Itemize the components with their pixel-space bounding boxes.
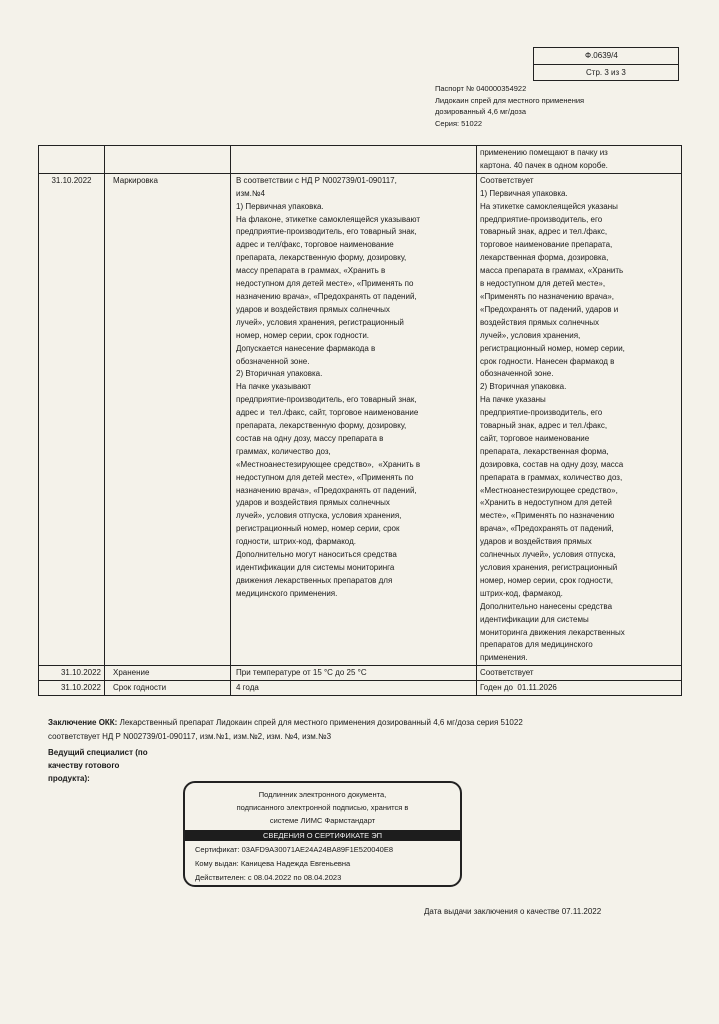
cell-line: адрес и тел/факс, торговое наименование — [236, 240, 394, 250]
table-row — [39, 173, 682, 665]
conclusion-label: Заключение ОКК: — [48, 718, 118, 727]
table-row — [39, 666, 682, 681]
cell-line: картона. 40 пачек в одном коробе. — [480, 160, 608, 170]
conclusion — [48, 716, 668, 744]
table-cell-date: 31.10.2022 — [39, 681, 105, 696]
cell-line: ударов и воздействия прямых солнечных — [236, 304, 390, 314]
table-cell — [231, 146, 477, 174]
cell-line: препарата в граммах, количество доз, — [480, 472, 623, 482]
cell-line: предприятие-производитель, его товарный знак, — [236, 395, 417, 405]
cell-line: товарный знак, адрес и тел./факс, — [480, 227, 608, 237]
table-cell-parameter: Хранение — [105, 666, 231, 681]
cell-line: 4 года — [236, 683, 259, 693]
cell-line: движения лекарственных препаратов для — [236, 575, 393, 585]
cell-line: штрих-код, фармакод. — [480, 588, 563, 598]
lead-specialist-line: качеству готового — [48, 761, 120, 770]
cell-line: обозначенной зоне. — [236, 356, 310, 366]
cell-line: лекарственная форма, дозировка, — [480, 253, 609, 263]
cell-line: торговое наименование препарата, — [480, 240, 613, 250]
cell-line: На флаконе, этикетке самоклеящейся указывают — [236, 214, 421, 224]
cell-line: препарата, лекарственная форма, — [480, 446, 609, 456]
cell-line: Годен до 01.11.2026 — [480, 683, 557, 693]
conclusion-text: Лекарственный препарат Лидокаин спрей для местного применения дозированный 4,6 мг/доза серия 51022 — [117, 718, 523, 727]
certificate-serial: Сертификат: 03AFD9A30071AE24A24BA89F1E520040E8 — [195, 845, 393, 854]
cell-line: «Хранить в недоступном для детей — [480, 498, 612, 508]
lead-specialist-line: продукта): — [48, 774, 90, 783]
table-cell-requirement — [231, 681, 477, 696]
conclusion-text-continued: соответствует НД Р N002739/01-090117, изм.№1, изм.№2, изм. №4, изм.№3 — [48, 732, 332, 741]
cell-line: идентификации для системы — [480, 614, 589, 624]
cell-line: номер, номер серии, срок годности, — [480, 575, 614, 585]
cell-line: номер, номер серии, срок годности. — [236, 330, 370, 340]
table-cell — [39, 146, 105, 174]
product-dosage: дозированный 4,6 мг/доза — [435, 107, 527, 116]
lead-specialist — [48, 746, 148, 785]
cell-line: лучей», условия отпуска, условия хранения, — [236, 511, 402, 521]
cell-line: массу препарата в граммах, «Хранить в — [236, 266, 386, 276]
cell-line: При температуре от 15 °С до 25 °С — [236, 668, 367, 678]
cell-line: препарата, лекарственную форму, дозировку, — [236, 253, 407, 263]
cell-line: применения. — [480, 653, 528, 663]
cell-line: На пачке указаны — [480, 395, 546, 405]
cell-line: недоступном для детей месте», «Применять по — [236, 472, 414, 482]
cell-line: препаратов для медицинского — [480, 640, 593, 650]
passport-header — [435, 83, 584, 129]
cell-line: медицинского применения. — [236, 588, 338, 598]
cell-line: Дополнительно могут наноситься средства — [236, 550, 397, 560]
table-row-carry-over — [39, 146, 682, 174]
cell-line: Соответствует — [480, 175, 534, 185]
cell-line: «Местноанестезирующее средство», «Хранить в — [236, 459, 421, 469]
cell-line: препарата, лекарственную форму, дозировку, — [236, 421, 407, 431]
form-code: Ф.0639/4 — [585, 51, 618, 60]
cell-line: сайт, торговое наименование — [480, 433, 590, 443]
cell-line: Соответствует — [480, 668, 534, 678]
cell-line: Дополнительно нанесены средства — [480, 601, 613, 611]
cell-line: ударов и воздействия прямых солнечных — [236, 498, 390, 508]
cell-line: в недоступном для детей месте», — [480, 279, 606, 289]
table-cell-date: 31.10.2022 — [39, 666, 105, 681]
cell-line: воздействия прямых солнечных — [480, 317, 599, 327]
product-name: Лидокаин спрей для местного применения — [435, 95, 585, 105]
cell-line: 1) Первичная упаковка. — [236, 201, 324, 211]
cell-line: месте», «Применять по назначению — [480, 511, 615, 521]
table-cell — [105, 146, 231, 174]
lead-specialist-line: Ведущий специалист (по — [48, 748, 148, 757]
stamp-line: системе ЛИМС Фармстандарт — [269, 816, 376, 825]
table-cell-result — [477, 681, 682, 696]
table-cell-requirement — [231, 666, 477, 681]
table-cell-parameter: Срок годности — [105, 681, 231, 696]
cell-line: 1) Первичная упаковка. — [480, 188, 568, 198]
table-cell-parameter: Маркировка — [105, 173, 231, 665]
cell-line: условия хранения, регистрационный — [480, 563, 618, 572]
cell-line: назначению врача», «Предохранять от падений, — [236, 485, 417, 495]
issue-date: Дата выдачи заключения о качестве 07.11.2022 — [424, 907, 602, 916]
cell-line: изм.№4 — [236, 188, 265, 198]
cell-line: регистрационный номер, номер серии, — [480, 343, 625, 353]
cell-line: лучей», условия хранения, регистрационный — [236, 317, 404, 327]
stamp-line: подписанного электронной подписью, хранится в — [236, 803, 409, 812]
cell-line: 2) Вторичная упаковка. — [236, 369, 323, 379]
cell-line: предприятие-производитель, его — [480, 408, 603, 418]
form-code-box — [533, 47, 679, 81]
certificate-info-bar: СВЕДЕНИЯ О СЕРТИФИКАТЕ ЭП — [185, 830, 460, 841]
cell-line: назначению врача», «Предохранять от падений, — [236, 291, 417, 301]
cell-line: солнечных лучей», условия отпуска, — [480, 550, 616, 560]
cell-line: идентификации для системы мониторинга — [236, 563, 395, 572]
table-cell-result — [477, 666, 682, 681]
cell-line: товарный знак, адрес и тел./факс, — [480, 421, 608, 431]
cell-line: На этикетке самоклеящейся указаны — [480, 201, 618, 211]
cell-line: граммах, количество доз, — [236, 446, 331, 456]
cell-line: На пачке указывают — [236, 382, 312, 392]
cell-line: 2) Вторичная упаковка. — [480, 382, 567, 392]
cell-line: недоступном для детей месте», «Применять по — [236, 279, 414, 289]
cell-line: «Местноанестезирующее средство», — [480, 485, 618, 495]
stamp-line: Подлинник электронного документа, — [258, 790, 387, 799]
batch-number: Серия: 51022 — [435, 118, 483, 128]
electronic-signature-stamp — [183, 781, 462, 887]
passport-number: Паспорт № 040000354922 — [435, 84, 527, 93]
page-number: Стр. 3 из 3 — [534, 64, 678, 80]
cell-line: «Применять по назначению врача», — [480, 291, 614, 301]
cell-line: годности, штрих-код, фармакод. — [236, 537, 356, 547]
cell-line: Допускается нанесение фармакода в — [236, 343, 376, 353]
cell-line: лучей», условия хранения, — [480, 330, 581, 340]
cell-line: В соответствии с НД Р N002739/01-090117, — [236, 175, 397, 185]
cell-line: дозировка, состав на одну дозу, масса — [480, 459, 624, 469]
certificate-owner: Кому выдан: Каницева Надежда Евгеньевна — [195, 859, 351, 868]
cell-line: врача», «Предохранять от падений, — [480, 524, 614, 534]
cell-line: ударов и воздействия прямых — [480, 537, 592, 547]
cell-line: адрес и тел./факс, сайт, торговое наименование — [236, 408, 419, 418]
cell-line: «Предохранять от падений, ударов и — [480, 304, 619, 314]
table-cell-requirement — [231, 173, 477, 665]
cell-line: масса препарата в граммах, «Хранить — [480, 266, 624, 276]
quality-table — [38, 145, 682, 696]
certificate-validity: Действителен: с 08.04.2022 по 08.04.2023 — [195, 873, 342, 882]
cell-line: применению помещают в пачку из — [480, 148, 608, 157]
cell-line: обозначенной зоне. — [480, 369, 554, 379]
cell-line: предприятие-производитель, его — [480, 214, 603, 224]
cell-line: срок годности. Нанесен фармакод в — [480, 356, 615, 366]
cell-line: состав на одну дозу, массу препарата в — [236, 433, 384, 443]
table-cell-date: 31.10.2022 — [39, 173, 105, 665]
table-cell-result — [477, 173, 682, 665]
cell-line: мониторинга движения лекарственных — [480, 627, 625, 637]
table-cell-result — [477, 146, 682, 174]
cell-line: регистрационный номер, номер серии, срок — [236, 524, 400, 534]
cell-line: предприятие-производитель, его товарный знак, — [236, 227, 417, 237]
table-row — [39, 681, 682, 696]
